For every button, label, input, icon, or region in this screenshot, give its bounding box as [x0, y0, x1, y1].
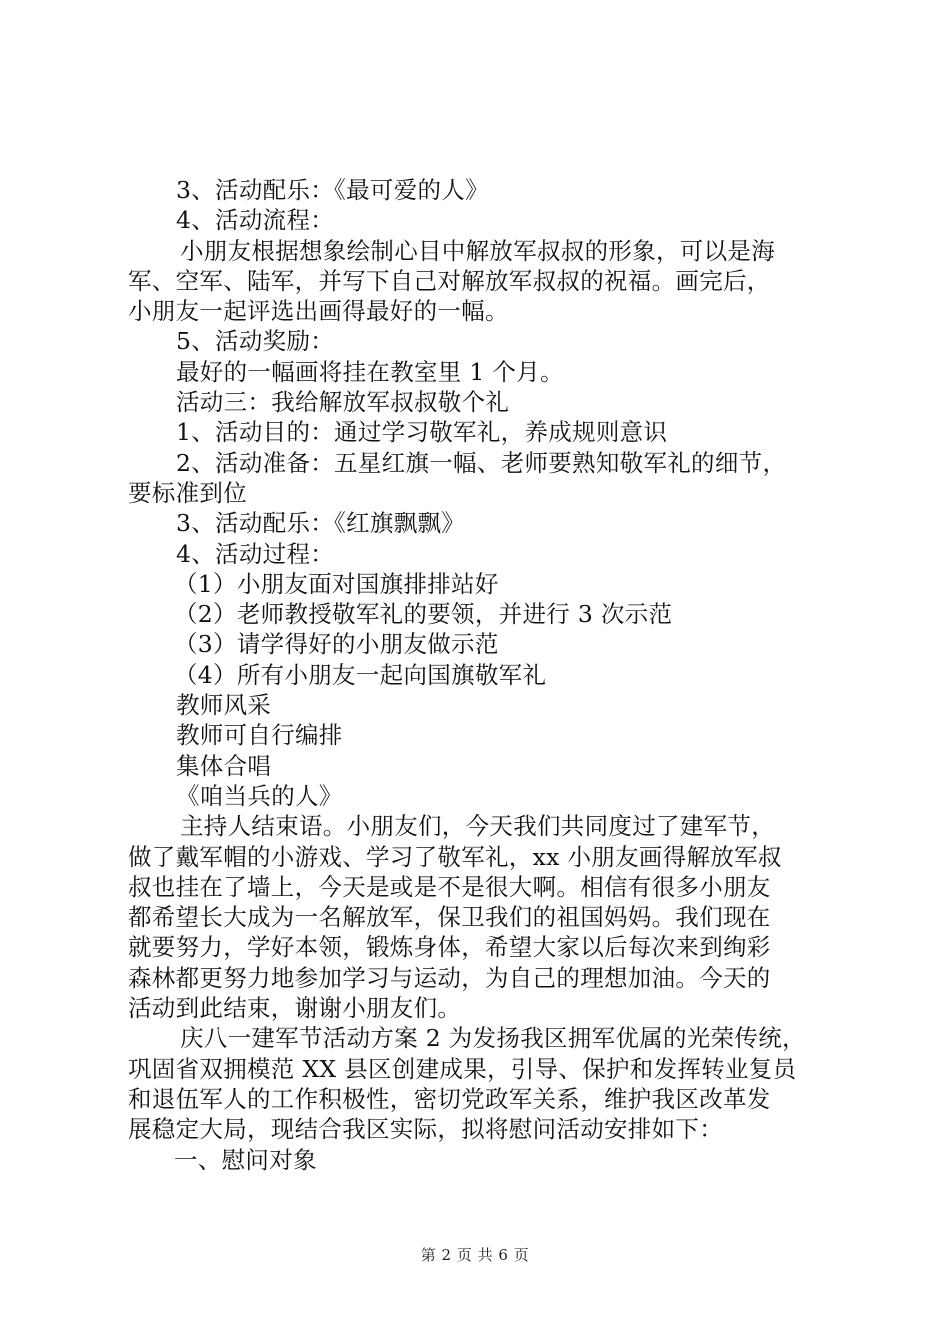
paragraph-line: 做了戴军帽的小游戏、学习了敬军礼，xx 小朋友画得解放军叔 — [128, 842, 782, 871]
paragraph-line: 主持人结束语。小朋友们，今天我们共同度过了建军节， — [180, 812, 775, 841]
paragraph-line: 巩固省双拥模范 XX 县区创建成果，引导、保护和发挥转业复员 — [128, 1054, 797, 1083]
paragraph-line: 《咱当兵的人》 — [176, 781, 343, 810]
paragraph-line: 森林都更努力地参加学习与运动，为自己的理想加油。今天的 — [128, 963, 771, 992]
section-heading: 一、慰问对象 — [174, 1145, 317, 1174]
paragraph-line: 军、空军、陆军，并写下自己对解放军叔叔的祝福。画完后， — [128, 266, 771, 295]
paragraph-line: 3、活动配乐：《红旗飘飘》 — [176, 509, 466, 538]
paragraph-line: 4、活动流程： — [176, 206, 335, 235]
paragraph-line: 活动到此结束，谢谢小朋友们。 — [128, 994, 462, 1023]
paragraph-line: 叔也挂在了墙上，今天是或是不是很大啊。相信有很多小朋友 — [128, 872, 771, 901]
list-item: （1）小朋友面对国旗排排站好 — [174, 569, 499, 598]
list-item: （2）老师教授敬军礼的要领，并进行 3 次示范 — [174, 600, 673, 629]
section-heading: 活动三：我给解放军叔叔敬个礼 — [176, 388, 510, 417]
list-item: （3）请学得好的小朋友做示范 — [174, 630, 499, 659]
paragraph-line: 小朋友一起评选出画得最好的一幅。 — [128, 297, 509, 326]
paragraph-line: 和退伍军人的工作积极性，密切党政军关系，维护我区改革发 — [128, 1084, 771, 1113]
paragraph-line: 4、活动过程： — [176, 539, 335, 568]
paragraph-line: 庆八一建军节活动方案 2 为发扬我区拥军优属的光荣传统， — [180, 1024, 806, 1053]
page-footer — [0, 1244, 950, 1265]
paragraph-line: 3、活动配乐：《最可爱的人》 — [176, 176, 489, 204]
paragraph-line: 最好的一幅画将挂在教室里 1 个月。 — [176, 357, 564, 386]
section-heading: 教师风采 — [176, 691, 272, 720]
list-item: （4）所有小朋友一起向国旗敬军礼 — [174, 660, 547, 689]
section-heading: 集体合唱 — [176, 751, 272, 780]
page-number-label: 第 2 页 共 6 页 — [420, 1246, 530, 1264]
paragraph-line: 就要努力，学好本领，锻炼身体，希望大家以后每次来到绚彩 — [128, 933, 771, 962]
paragraph-line: 1、活动目的：通过学习敬军礼，养成规则意识 — [176, 418, 668, 447]
document-body — [128, 175, 838, 1175]
paragraph-line: 都希望长大成为一名解放军，保卫我们的祖国妈妈。我们现在 — [128, 903, 771, 932]
paragraph-line: 要标准到位 — [128, 478, 247, 507]
paragraph-line: 展稳定大局，现结合我区实际，拟将慰问活动安排如下： — [128, 1115, 723, 1144]
paragraph-line: 教师可自行编排 — [176, 721, 343, 750]
paragraph-line: 5、活动奖励： — [176, 327, 335, 356]
paragraph-line: 小朋友根据想象绘制心目中解放军叔叔的形象，可以是海 — [180, 236, 775, 265]
paragraph-line: 2、活动准备：五星红旗一幅、老师要熟知敬军礼的细节， — [176, 448, 787, 477]
